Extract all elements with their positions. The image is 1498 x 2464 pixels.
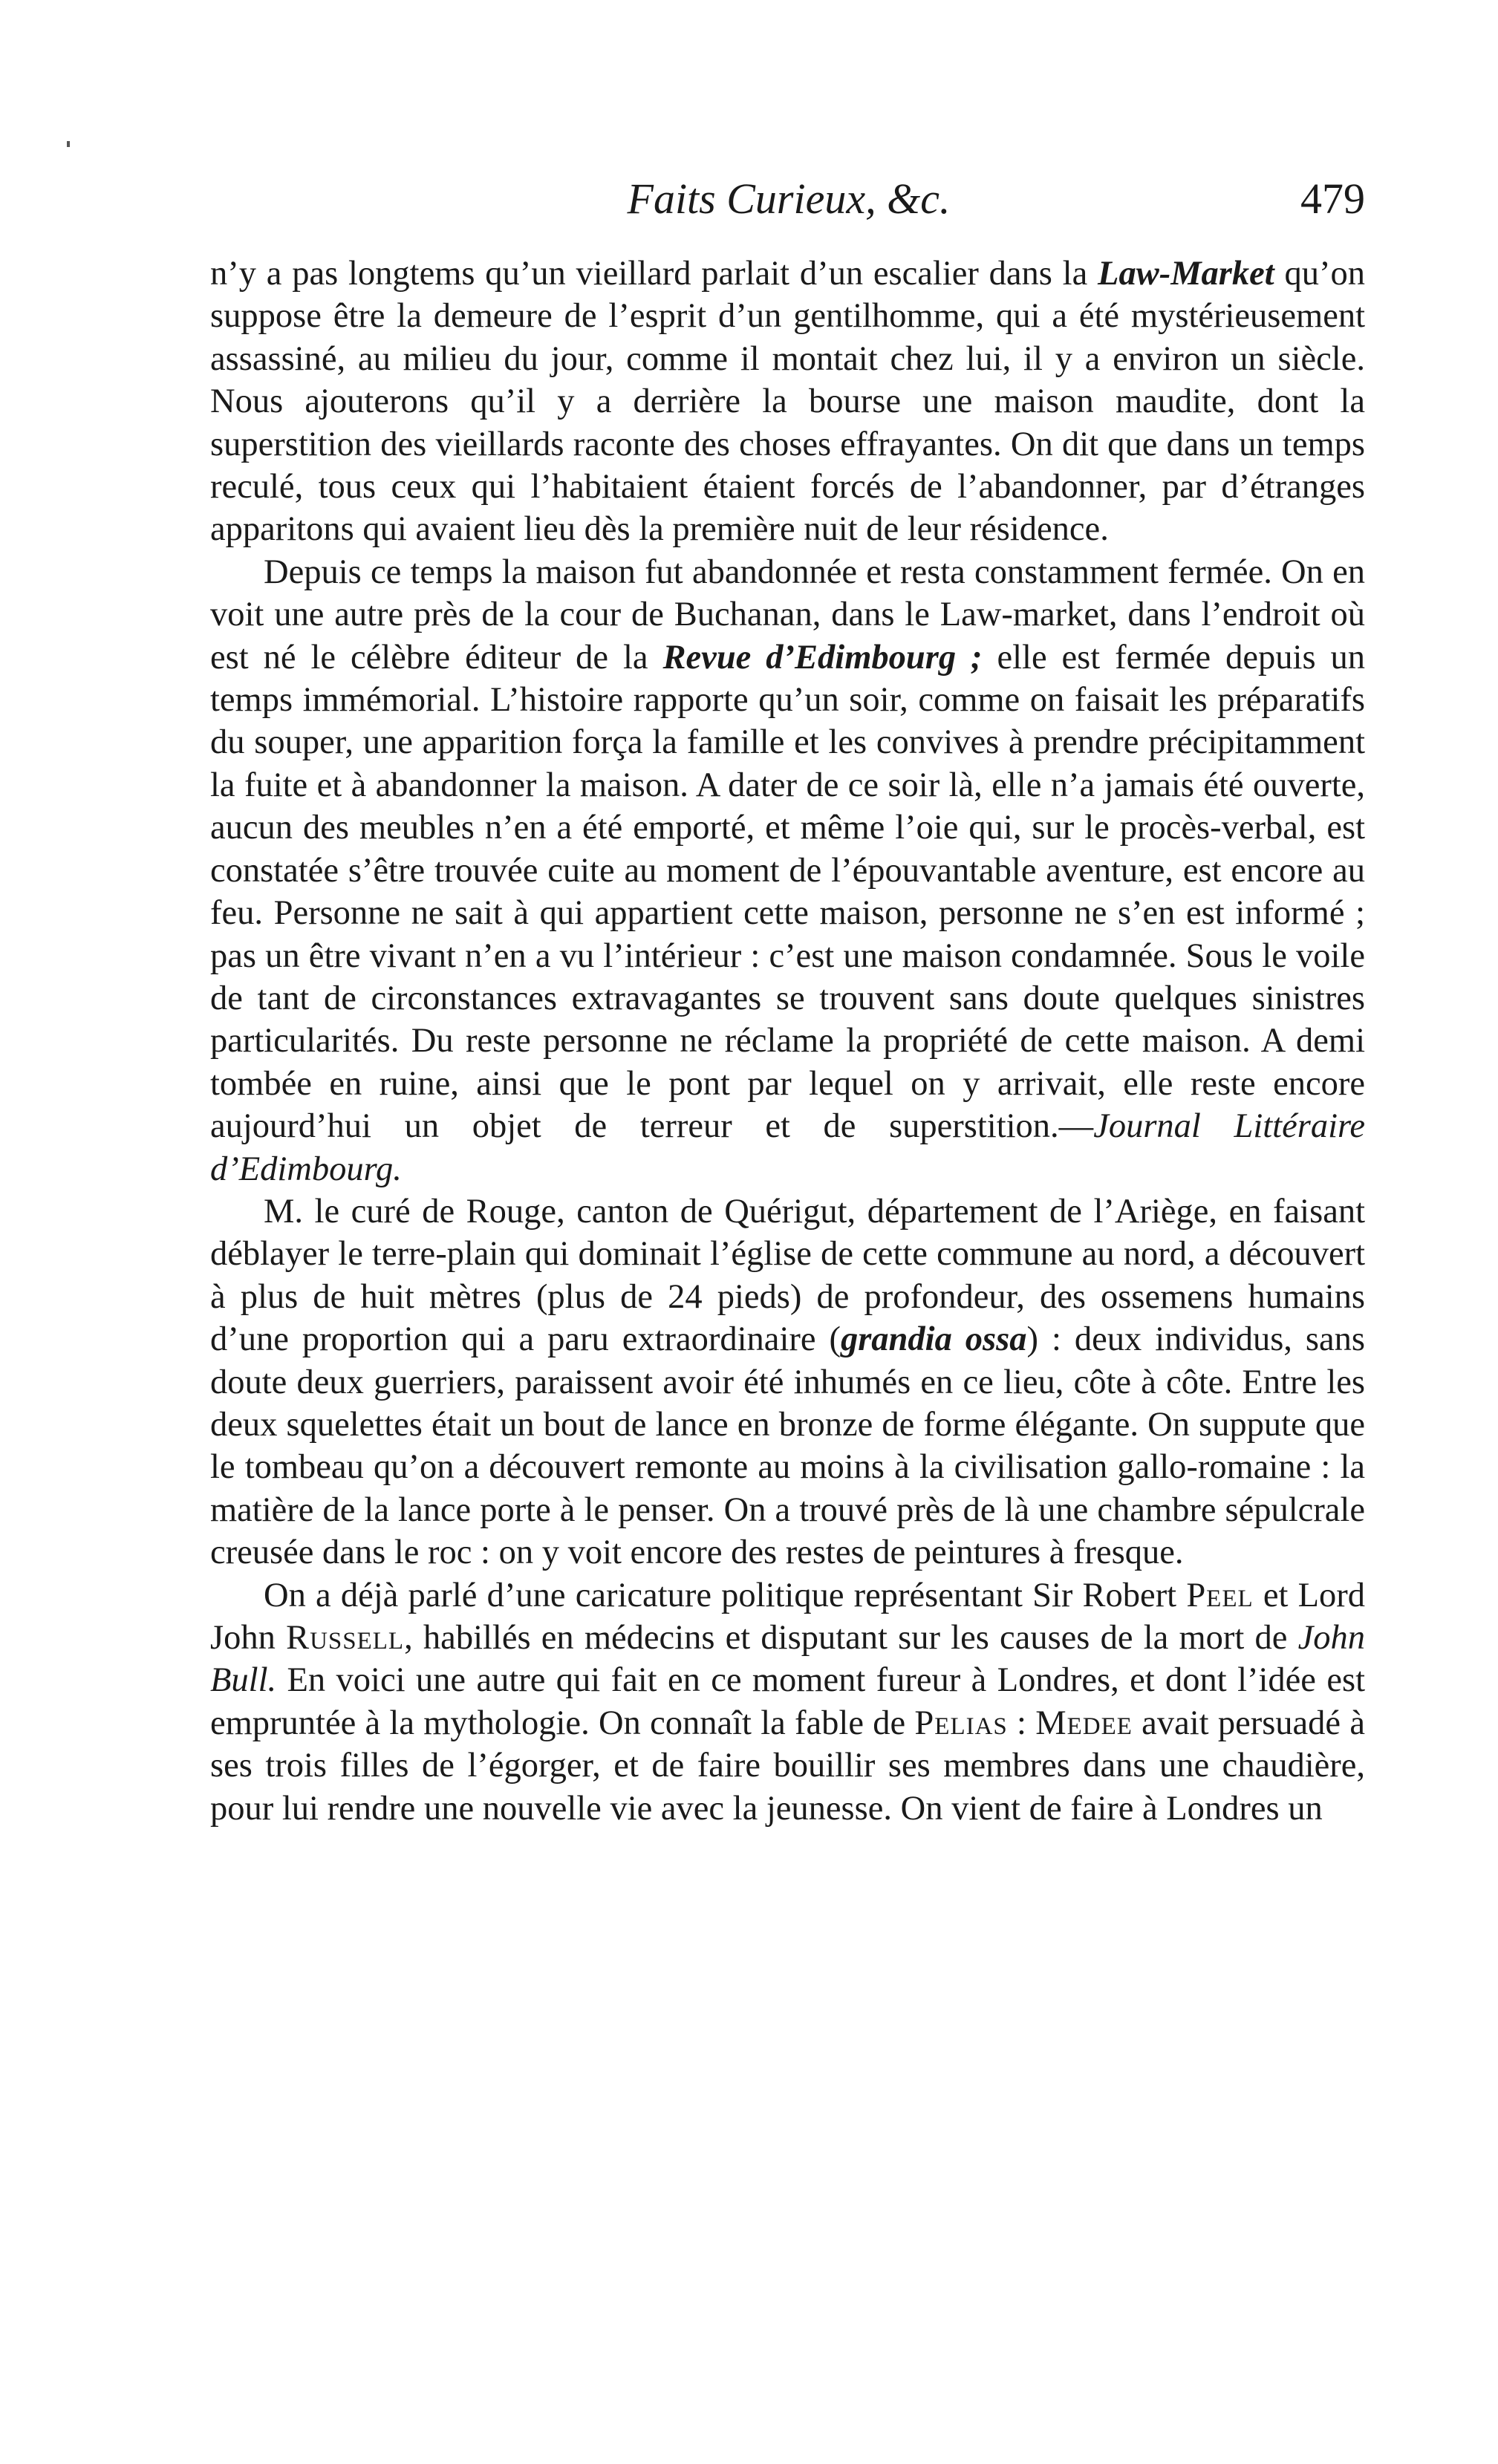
text-segment: et Lord John (210, 1576, 1365, 1657)
text-segment: ) : deux individus, sans doute deux guerriers, paraissent avoir été inhumés en ce lieu, côte à côte. Entre les deux squelettes était un bout de lance en bronze de forme élégante. On suppute que le tombeau qu’on a découvert remonte au moins à la civilisation gallo-romaine : la matière de la lance porte à le penser. On a trouvé près de là une chambre sépulcrale creusée dans le roc : on y voit encore des restes de peintures à fresque. (210, 1320, 1365, 1572)
paragraph-4 (210, 1574, 1365, 1830)
text-segment: Revue d’Edimbourg ; (662, 638, 983, 677)
text-segment: En voici une autre qui fait en ce moment fureur à Londres, et dont l’idée est empruntée à la mythologie. On connaît la fable de (210, 1661, 1365, 1742)
text-segment: avait persuadé à ses trois filles de l’égorger, et de faire bouillir ses membres dans une chaudière, pour lui rendre une nouvelle vie avec la jeunesse. On vient de faire à Londres un (210, 1704, 1365, 1828)
paragraph-1 (210, 252, 1365, 551)
text-segment: Russell (286, 1619, 405, 1657)
text-segment: Pelias (914, 1704, 1008, 1742)
body-text (210, 252, 1365, 1830)
text-segment: On a déjà parlé d’une caricature politique représentant Sir Robert (264, 1576, 1187, 1614)
text-segment: : (1007, 1704, 1036, 1742)
text-segment: , habillés en médecins et disputant sur les causes de la mort de (404, 1619, 1298, 1657)
text-segment: qu’on suppose être la demeure de l’esprit d’un gentilhomme, qui a été mystérieusement assassiné, au milieu du jour, comme il montait chez lui, il y a environ un siècle. Nous ajouterons qu’il y a derrière la bourse une maison maudite, dont la superstition des vieillards raconte des choses effrayantes. On dit que dans un temps reculé, tous ceux qui l’habitaient étaient forcés de l’abandonner, par d’étranges apparitons qui avaient lieu dès la première nuit de leur résidence. (210, 255, 1365, 549)
text-segment: Journal Littéraire d’Edimbourg. (210, 1107, 1366, 1188)
margin-speck (67, 141, 70, 147)
text-segment: Peel (1186, 1576, 1254, 1614)
text-segment: Depuis ce temps la maison fut abandonnée et resta constamment fermée. On en voit une autre près de la cour de Buchanan, dans le Law-market, dans l’endroit où est né le célèbre éditeur de la (210, 553, 1365, 677)
text-segment: M. le curé de Rouge, canton de Quérigut, département de l’Ariège, en faisant déblayer le terre-plain qui dominait l’église de cette commune au nord, a découvert à plus de huit mètres (plus de 24 pieds) de profondeur, des ossemens humains d’une proportion qui a paru extraordinaire ( (210, 1192, 1365, 1359)
text-segment: elle est fermée depuis un temps immémorial. L’histoire rapporte qu’un soir, comme on faisait les préparatifs du souper, une apparition força la famille et les convives à prendre précipitamment la fuite et à abandonner la maison. A dater de ce soir là, elle n’a jamais été ouverte, aucun des meubles n’en a été emporté, et même l’oie qui, sur le procès-verbal, est constatée s’être trouvée cuite au moment de l’épouvantable aventure, est encore au feu. Personne ne sait à qui appartient cette maison, personne ne s’en est informé ; pas un être vivant n’en a vu l’intérieur : c’est une maison condamnée. Sous le voile de tant de circonstances extravagantes se trouvent sans doute quelques sinistres particularités. Du reste personne ne réclame la propriété de cette maison. A demi tombée en ruine, ainsi que le pont par lequel on y arrivait, elle reste encore aujourd’hui un objet de terreur et de superstition.— (210, 638, 1366, 1146)
running-head (212, 169, 1365, 229)
paragraph-2 (210, 551, 1365, 1190)
text-segment: Law-Market (1098, 255, 1274, 293)
text-segment: John Bull. (210, 1619, 1365, 1700)
paragraph-3 (210, 1190, 1365, 1574)
text-segment: Medee (1035, 1704, 1133, 1742)
text-segment: n’y a pas longtems qu’un vieillard parlait d’un escalier dans la (210, 255, 1098, 293)
page-number: 479 (1300, 175, 1365, 223)
running-title: Faits Curieux, &c. (627, 175, 951, 223)
text-segment: grandia ossa (840, 1320, 1027, 1359)
